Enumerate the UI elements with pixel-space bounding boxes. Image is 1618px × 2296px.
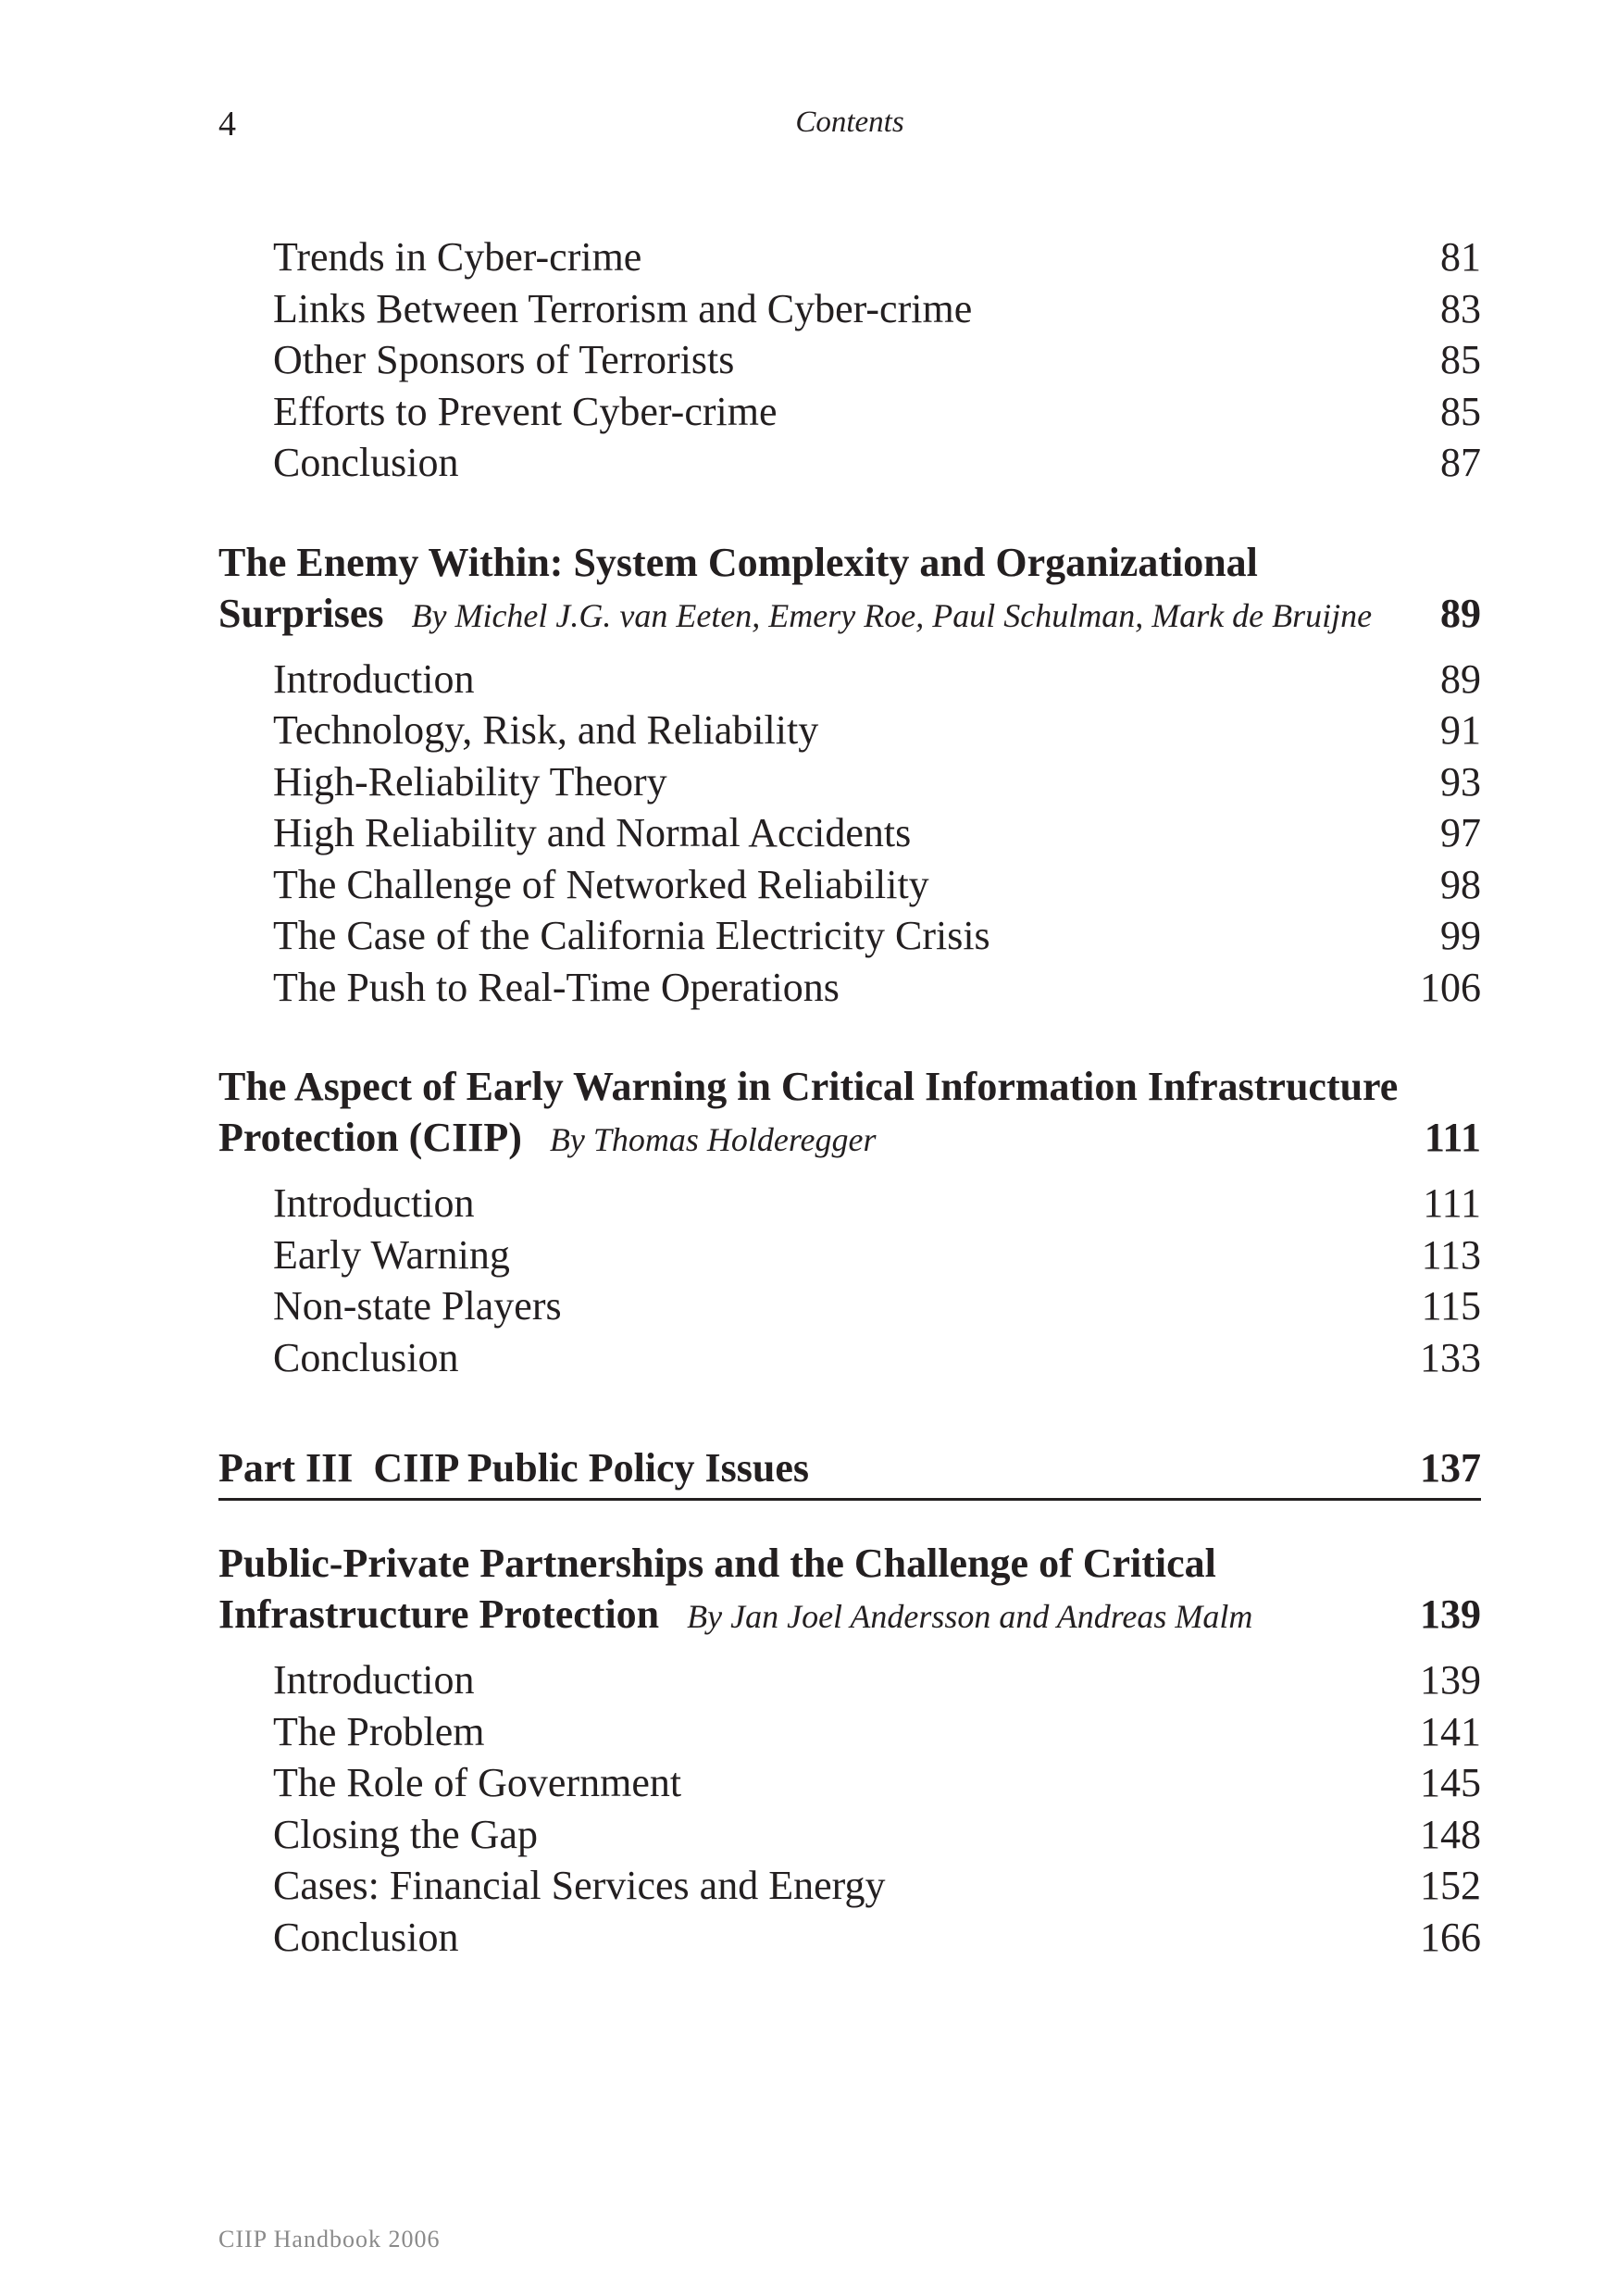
toc-entry[interactable] bbox=[218, 1757, 1481, 1809]
chapter-title-end: Protection (CIIP) bbox=[218, 1115, 522, 1160]
toc-entry[interactable] bbox=[218, 756, 1481, 808]
entry-page: 85 bbox=[1440, 337, 1481, 382]
toc-entry[interactable] bbox=[218, 1706, 1481, 1758]
entry-title: The Case of the California Electricity Crisis bbox=[273, 913, 990, 958]
page-number: 4 bbox=[218, 105, 236, 144]
entry-page: 89 bbox=[1440, 655, 1481, 702]
toc-entry[interactable] bbox=[218, 1332, 1481, 1384]
toc-entry[interactable] bbox=[218, 334, 1481, 386]
section-list-top bbox=[218, 231, 1481, 489]
chapter-title-line[interactable] bbox=[218, 588, 1481, 639]
entry-page: 85 bbox=[1440, 388, 1481, 434]
toc-entry[interactable] bbox=[218, 1178, 1481, 1229]
entry-title: Conclusion bbox=[273, 440, 459, 485]
entry-title: Other Sponsors of Terrorists bbox=[273, 337, 735, 382]
entry-title: High Reliability and Normal Accidents bbox=[273, 810, 912, 855]
entry-title: Links Between Terrorism and Cyber-crime bbox=[273, 285, 973, 331]
part-page: 137 bbox=[1420, 1445, 1481, 1491]
entry-title: Introduction bbox=[273, 1657, 475, 1703]
entry-page: 111 bbox=[1423, 1180, 1481, 1226]
entry-page: 97 bbox=[1440, 810, 1481, 855]
toc-entry[interactable] bbox=[218, 1860, 1481, 1912]
entry-title: The Push to Real-Time Operations bbox=[273, 964, 840, 1010]
entry-title: Introduction bbox=[273, 1180, 475, 1226]
entry-page: 91 bbox=[1440, 707, 1481, 753]
chapter-enemy-within bbox=[218, 537, 1481, 1014]
entry-title: Introduction bbox=[273, 655, 475, 702]
toc-entry[interactable] bbox=[218, 386, 1481, 438]
entry-title: Conclusion bbox=[273, 1914, 459, 1960]
chapter-page: 89 bbox=[1440, 590, 1481, 636]
toc-entry[interactable] bbox=[218, 1809, 1481, 1861]
chapter-author: By Thomas Holderegger bbox=[549, 1121, 877, 1158]
entry-page: 113 bbox=[1421, 1231, 1481, 1278]
chapter-author: By Jan Joel Andersson and Andreas Malm bbox=[687, 1598, 1253, 1635]
entry-title: Early Warning bbox=[273, 1231, 510, 1278]
toc-entry[interactable] bbox=[218, 283, 1481, 335]
entry-page: 139 bbox=[1420, 1657, 1481, 1703]
chapter-public-private bbox=[218, 1538, 1481, 1963]
entry-page: 166 bbox=[1420, 1914, 1481, 1960]
toc-entry[interactable] bbox=[218, 859, 1481, 911]
chapter-title-end: Infrastructure Protection bbox=[218, 1591, 660, 1637]
entry-title: Trends in Cyber-crime bbox=[273, 234, 642, 280]
toc-entry[interactable] bbox=[218, 654, 1481, 705]
entry-page: 99 bbox=[1440, 913, 1481, 958]
toc-entry[interactable] bbox=[218, 1280, 1481, 1332]
chapter-early-warning bbox=[218, 1061, 1481, 1383]
chapter-title[interactable]: The Enemy Within: System Complexity and Organizational bbox=[218, 539, 1258, 585]
page-header bbox=[218, 104, 1481, 159]
chapter-author: By Michel J.G. van Eeten, Emery Roe, Paul Schulman, Mark de Bruijne bbox=[411, 596, 1373, 634]
chapter-title[interactable]: Public-Private Partnerships and the Challenge of Critical bbox=[218, 1541, 1216, 1586]
entry-page: 148 bbox=[1420, 1811, 1481, 1857]
entry-page: 87 bbox=[1440, 440, 1481, 485]
entry-title: Conclusion bbox=[273, 1334, 459, 1380]
entry-page: 98 bbox=[1440, 861, 1481, 907]
running-head: Contents bbox=[795, 106, 904, 139]
entry-page: 145 bbox=[1420, 1760, 1481, 1805]
toc-entry[interactable] bbox=[218, 1229, 1481, 1281]
part-title: Part III CIIP Public Policy Issues bbox=[218, 1445, 810, 1491]
entry-page: 106 bbox=[1420, 964, 1481, 1010]
part-heading[interactable] bbox=[218, 1439, 1481, 1501]
toc-entry[interactable] bbox=[218, 705, 1481, 756]
toc-entry[interactable] bbox=[218, 1912, 1481, 1964]
toc-entry[interactable] bbox=[218, 910, 1481, 962]
entry-page: 115 bbox=[1421, 1283, 1481, 1329]
entry-title: The Role of Government bbox=[273, 1760, 682, 1805]
chapter-title-line[interactable] bbox=[218, 1589, 1481, 1640]
toc-entry[interactable] bbox=[218, 807, 1481, 859]
entry-title: The Challenge of Networked Reliability bbox=[273, 861, 929, 907]
table-of-contents bbox=[218, 231, 1481, 1963]
entry-page: 133 bbox=[1420, 1334, 1481, 1380]
page-footer: CIIP Handbook 2006 bbox=[218, 2226, 441, 2252]
chapter-page: 111 bbox=[1424, 1115, 1481, 1160]
entry-title: Efforts to Prevent Cyber-crime bbox=[273, 388, 778, 434]
entry-title: The Problem bbox=[273, 1708, 485, 1754]
toc-entry[interactable] bbox=[218, 437, 1481, 489]
entry-page: 152 bbox=[1420, 1863, 1481, 1908]
toc-entry[interactable] bbox=[218, 1654, 1481, 1706]
toc-entry[interactable] bbox=[218, 962, 1481, 1014]
entry-title: Technology, Risk, and Reliability bbox=[273, 707, 819, 753]
entry-title: Non-state Players bbox=[273, 1283, 562, 1329]
chapter-page: 139 bbox=[1420, 1591, 1481, 1637]
entry-page: 93 bbox=[1440, 758, 1481, 805]
entry-title: Cases: Financial Services and Energy bbox=[273, 1863, 886, 1908]
chapter-title-end: Surprises bbox=[218, 590, 384, 636]
entry-page: 83 bbox=[1440, 285, 1481, 331]
entry-title: Closing the Gap bbox=[273, 1811, 538, 1857]
entry-page: 81 bbox=[1440, 234, 1481, 280]
toc-entry[interactable] bbox=[218, 231, 1481, 283]
chapter-title-line[interactable] bbox=[218, 1112, 1481, 1163]
entry-title: High-Reliability Theory bbox=[273, 758, 667, 805]
chapter-title[interactable]: The Aspect of Early Warning in Critical Information Infrastructure bbox=[218, 1064, 1399, 1109]
entry-page: 141 bbox=[1420, 1708, 1481, 1754]
